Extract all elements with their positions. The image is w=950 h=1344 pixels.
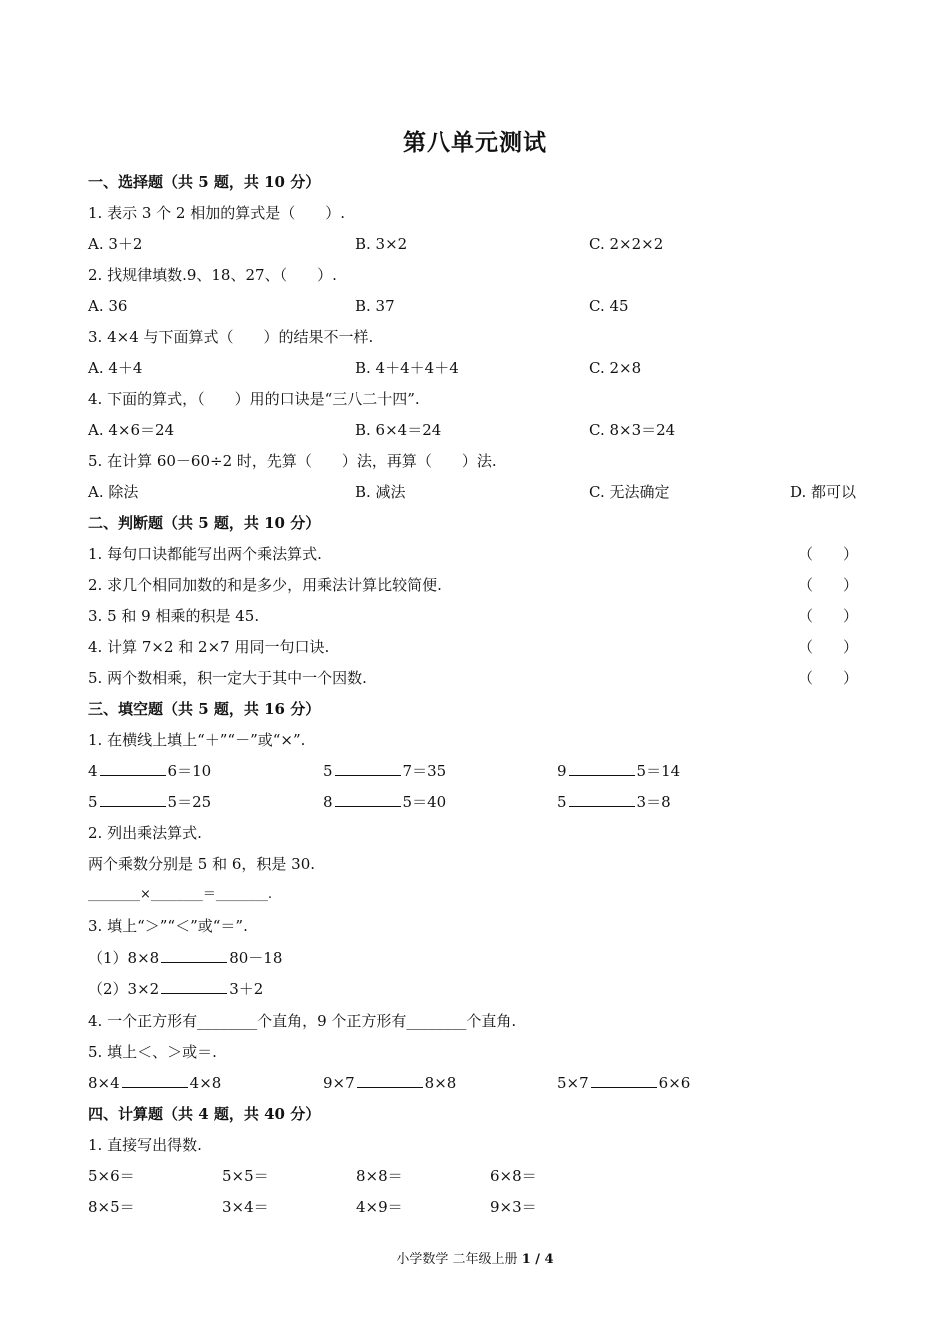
compare-expression xyxy=(88,979,263,999)
question-text: 2. 找规律填数.9、18、27、（ ）. xyxy=(88,266,337,284)
operand: 3＋2 xyxy=(229,980,264,998)
question-text: 5. 在计算 60－60÷2 时，先算（ ）法，再算（ ）法. xyxy=(88,452,497,470)
operand: 5＝14 xyxy=(636,762,681,780)
answer-paren: （ ） xyxy=(798,669,859,687)
operand: 5 xyxy=(557,793,567,811)
operand: 5＝25 xyxy=(167,793,212,811)
operand: 5＝40 xyxy=(402,793,447,811)
option: A. 除法 xyxy=(88,483,139,501)
operand: （1）8×8 xyxy=(88,949,160,967)
answer-blank[interactable] xyxy=(357,1073,423,1088)
compare-expression xyxy=(88,948,282,968)
fill-expression xyxy=(557,792,671,812)
fill-expression xyxy=(557,761,680,781)
question-text: 1. 表示 3 个 2 相加的算式是（ ）. xyxy=(88,204,346,222)
option: A. 4×6＝24 xyxy=(88,421,175,439)
operand: 7＝35 xyxy=(402,762,447,780)
section-heading-judge: 二、判断题（共 5 题，共 10 分） xyxy=(88,514,321,532)
calc-item: 4×9＝ xyxy=(356,1198,403,1216)
operand: 8 xyxy=(323,793,333,811)
judge-item: 2. 求几个相同加数的和是多少，用乘法计算比较简便. xyxy=(88,576,442,594)
judge-item: 1. 每句口诀都能写出两个乘法算式. xyxy=(88,545,322,563)
answer-blank[interactable] xyxy=(569,792,635,807)
calc-item: 8×8＝ xyxy=(356,1167,403,1185)
operand: 4×8 xyxy=(189,1074,222,1092)
operand: 6＝10 xyxy=(167,762,212,780)
answer-blank[interactable] xyxy=(161,948,227,963)
operand: 80－18 xyxy=(229,949,283,967)
option: A. 36 xyxy=(88,297,128,315)
option: B. 4＋4＋4＋4 xyxy=(355,359,459,377)
option: C. 2×8 xyxy=(589,359,642,377)
answer-blank[interactable] xyxy=(335,792,401,807)
option: A. 3＋2 xyxy=(88,235,143,253)
compare-expression xyxy=(557,1073,690,1093)
answer-blank[interactable] xyxy=(591,1073,657,1088)
operand: 9×7 xyxy=(323,1074,355,1092)
question-text: 4. 一个正方形有________个直角，9 个正方形有________个直角. xyxy=(88,1012,517,1030)
page-title: 第八单元测试 xyxy=(403,129,547,156)
answer-blank[interactable] xyxy=(122,1073,188,1088)
footer-text: 小学数学 二年级上册 xyxy=(396,1252,522,1267)
option: B. 减法 xyxy=(355,483,406,501)
option: B. 3×2 xyxy=(355,235,408,253)
page-footer xyxy=(0,1248,950,1267)
answer-blank[interactable] xyxy=(100,761,166,776)
calc-item: 9×3＝ xyxy=(490,1198,537,1216)
operand: （2）3×2 xyxy=(88,980,160,998)
option: C. 无法确定 xyxy=(589,483,670,501)
question-text: 2. 列出乘法算式. xyxy=(88,824,202,842)
operand: 4 xyxy=(88,762,98,780)
answer-blank[interactable] xyxy=(100,792,166,807)
answer-paren: （ ） xyxy=(798,607,859,625)
operand: 5 xyxy=(88,793,98,811)
option: A. 4＋4 xyxy=(88,359,143,377)
section-heading-choice: 一、选择题（共 5 题，共 10 分） xyxy=(88,173,321,191)
compare-expression xyxy=(323,1073,456,1093)
operand: 5×7 xyxy=(557,1074,589,1092)
answer-paren: （ ） xyxy=(798,576,859,594)
fill-expression xyxy=(323,761,446,781)
calc-item: 6×8＝ xyxy=(490,1167,537,1185)
multiplication-blank-line[interactable]: ________×________＝________. xyxy=(88,887,273,902)
operand: 8×4 xyxy=(88,1074,120,1092)
operand: 8×8 xyxy=(424,1074,457,1092)
option: D. 都可以 xyxy=(790,483,857,501)
question-text: 1. 在横线上填上“＋”“－”或“×”. xyxy=(88,731,306,749)
judge-item: 3. 5 和 9 相乘的积是 45. xyxy=(88,607,260,625)
compare-expression xyxy=(88,1073,221,1093)
fill-expression xyxy=(88,792,211,812)
section-heading-calc: 四、计算题（共 4 题，共 40 分） xyxy=(88,1105,321,1123)
question-text: 3. 填上“＞”“＜”或“＝”. xyxy=(88,917,248,935)
answer-blank[interactable] xyxy=(569,761,635,776)
answer-paren: （ ） xyxy=(798,638,859,656)
question-text: 4. 下面的算式，（ ）用的口诀是“三八二十四”. xyxy=(88,390,420,408)
answer-blank[interactable] xyxy=(335,761,401,776)
option: C. 2×2×2 xyxy=(589,235,664,253)
operand: 9 xyxy=(557,762,567,780)
option: B. 37 xyxy=(355,297,395,315)
operand: 5 xyxy=(323,762,333,780)
option: C. 45 xyxy=(589,297,629,315)
operand: 6×6 xyxy=(658,1074,691,1092)
question-text: 1. 直接写出得数. xyxy=(88,1136,202,1154)
option: C. 8×3＝24 xyxy=(589,421,676,439)
question-desc: 两个乘数分别是 5 和 6，积是 30. xyxy=(88,855,316,873)
judge-item: 5. 两个数相乘，积一定大于其中一个因数. xyxy=(88,669,367,687)
calc-item: 3×4＝ xyxy=(222,1198,269,1216)
page-number: 1 / 4 xyxy=(521,1252,554,1267)
fill-expression xyxy=(323,792,446,812)
calc-item: 5×6＝ xyxy=(88,1167,135,1185)
judge-item: 4. 计算 7×2 和 2×7 用同一句口诀. xyxy=(88,638,330,656)
option: B. 6×4＝24 xyxy=(355,421,442,439)
calc-item: 5×5＝ xyxy=(222,1167,269,1185)
section-heading-fill: 三、填空题（共 5 题，共 16 分） xyxy=(88,700,321,718)
question-text: 5. 填上＜、＞或＝. xyxy=(88,1043,217,1061)
operand: 3＝8 xyxy=(636,793,671,811)
fill-expression xyxy=(88,761,211,781)
answer-blank[interactable] xyxy=(161,979,227,994)
answer-paren: （ ） xyxy=(798,545,859,563)
calc-item: 8×5＝ xyxy=(88,1198,135,1216)
question-text: 3. 4×4 与下面算式（ ）的结果不一样. xyxy=(88,328,374,346)
